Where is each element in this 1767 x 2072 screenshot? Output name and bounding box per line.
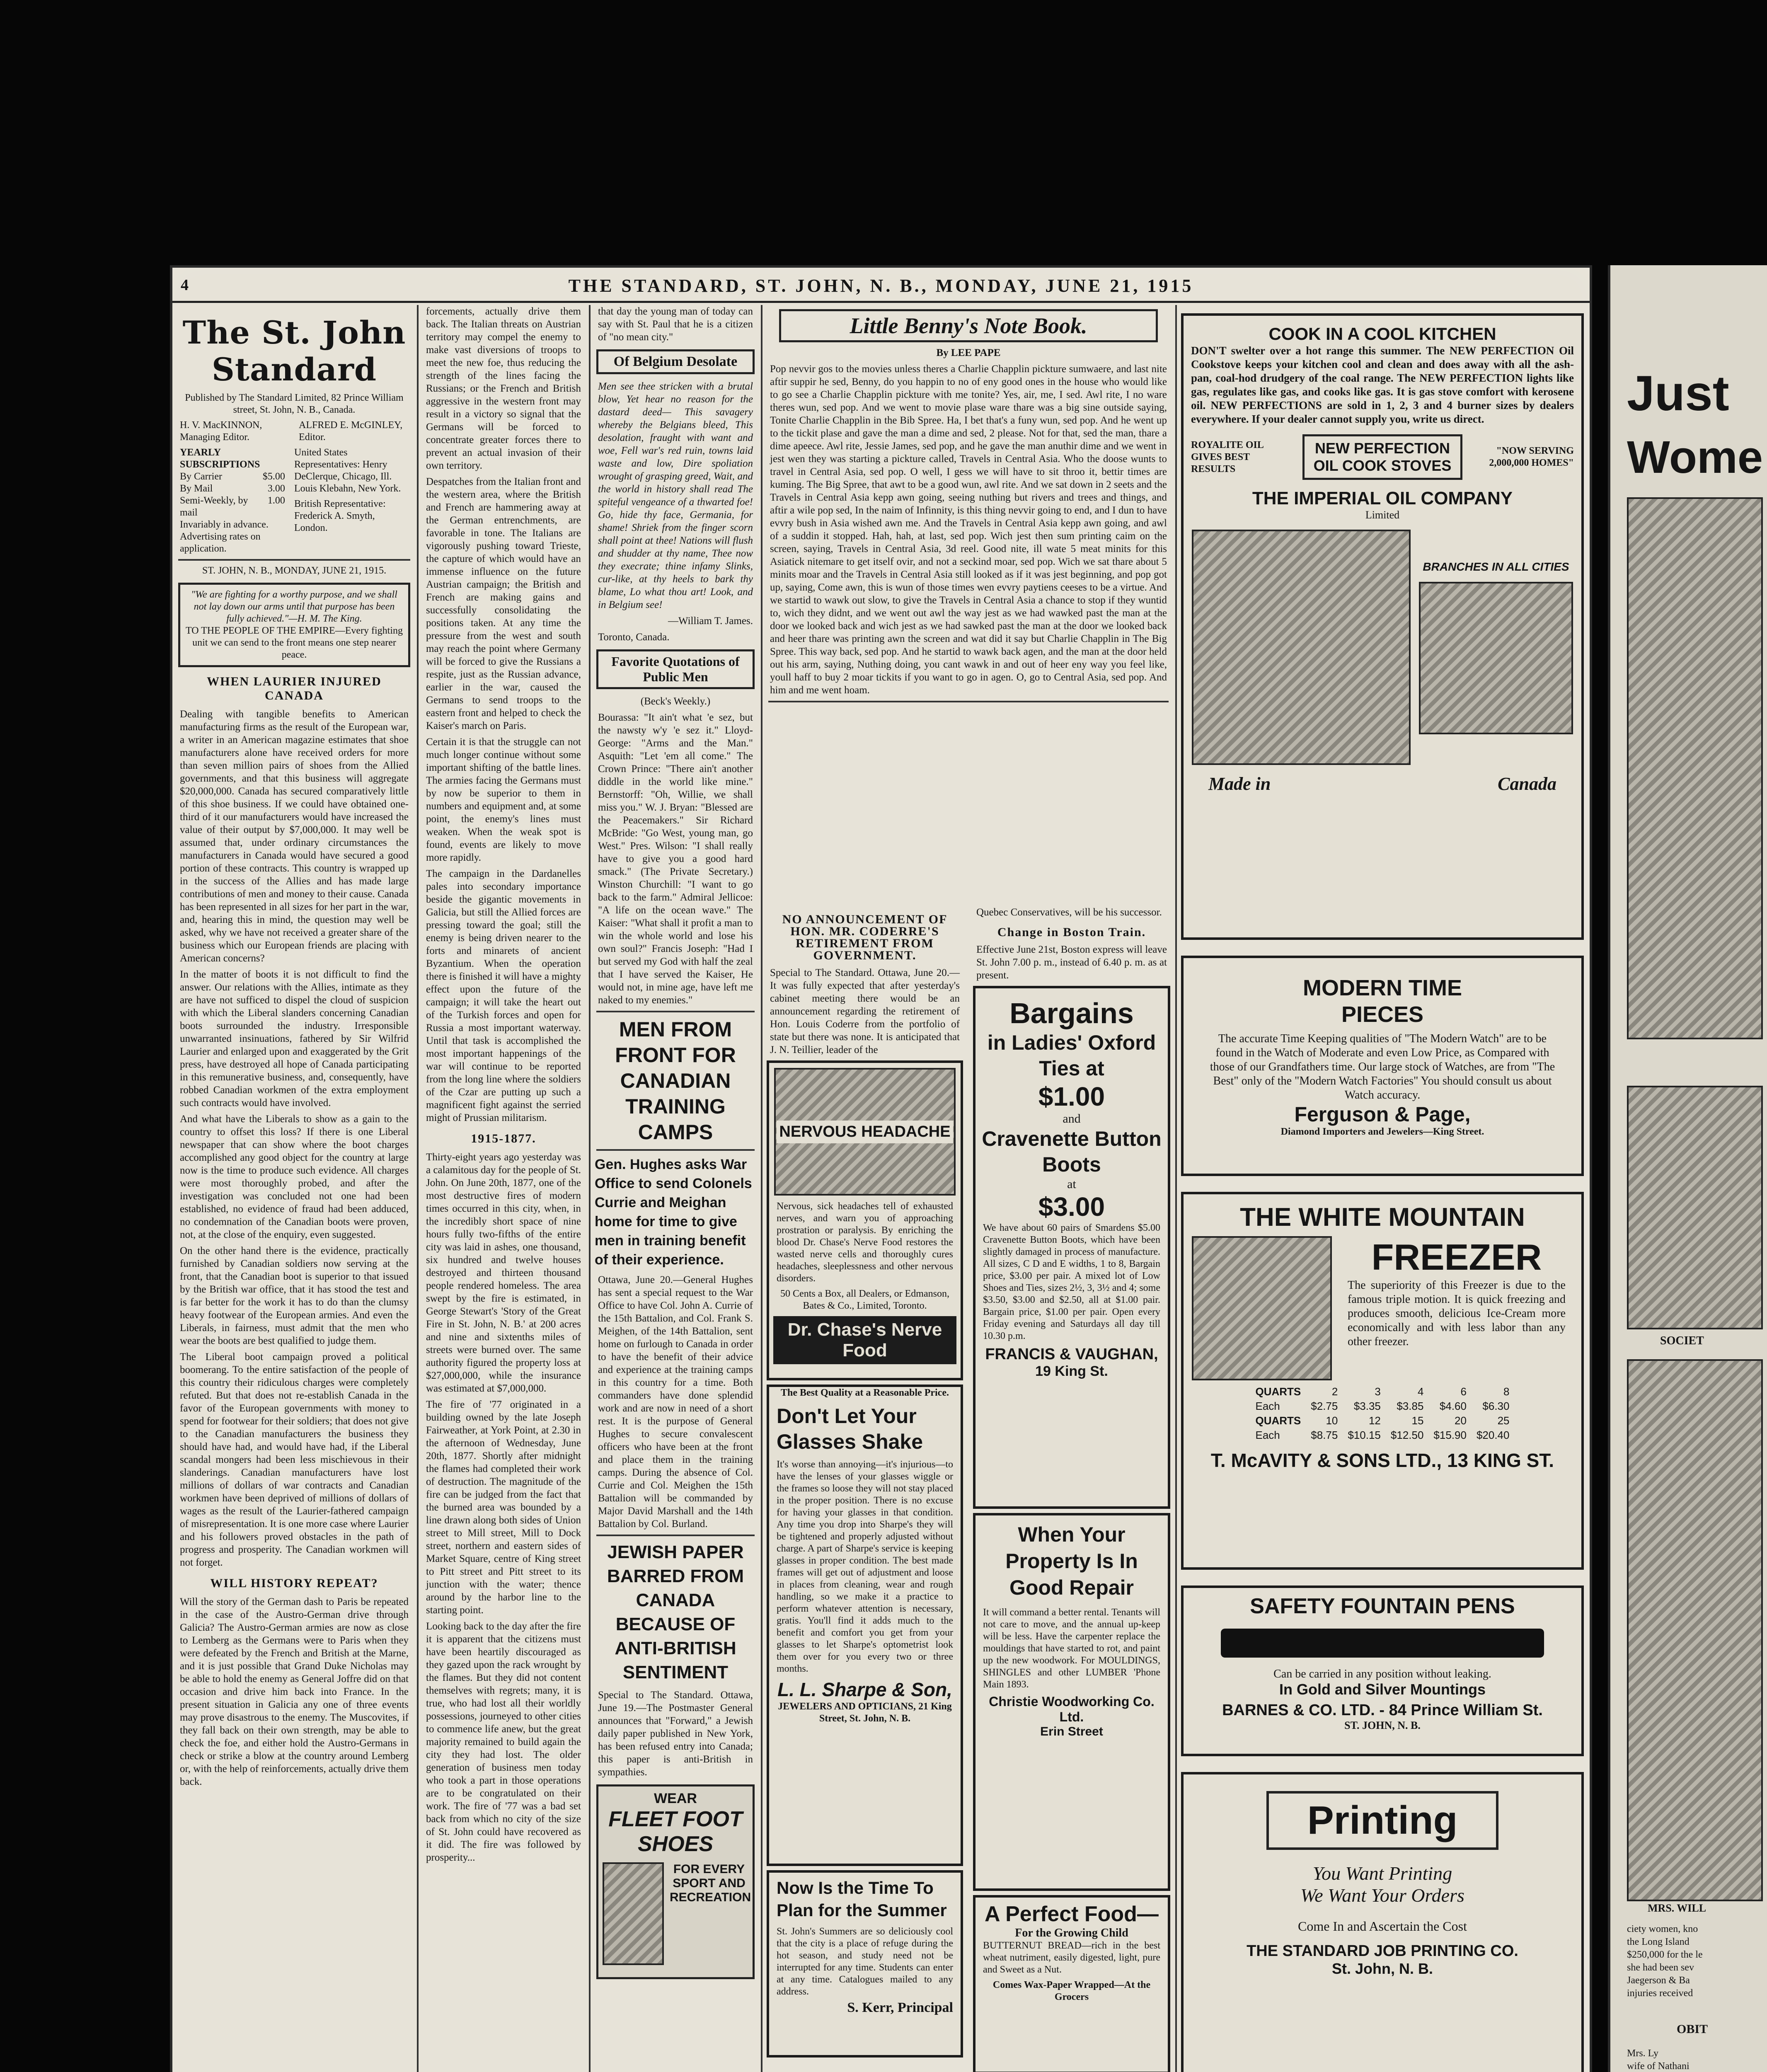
bargains-at: at [1067,1177,1076,1191]
strip-headline-2: Wome [1627,432,1763,483]
printing-name: THE STANDARD JOB PRINTING CO. [1247,1942,1518,1960]
oil-text: DON'T swelter over a hot range this summer. The NEW PERFECTION Oil Cookstove keeps your kitchen cool and clean and does away with all the ash-pan, coal-hod drudgery of the coal range. The NEW PERFECTION lights like gas, regulates like gas, and cooks like gas. It is gas stove comfort with kerosene oil. NEW PERFECTIONS are sold in 1, 2, 3 and 4 burner sizes by dealers everywhere. If your dealer cannot supply you, write us direct. [1191,344,1574,425]
strip-text-2 [1627,2047,1760,2072]
rate-value: 1.00 [267,495,285,506]
strip-line: injuries received [1627,1988,1693,1999]
masthead-publisher: Published by The Standard Limited, 82 Prince William street, St. John, N. B., Canada. [185,392,404,415]
christie-address: Erin Street [1040,1725,1103,1738]
barnes-city: ST. JOHN, N. B. [1344,1719,1421,1731]
price-row [1251,1399,1515,1414]
woman-illustration-icon [1419,582,1573,734]
freezer-heading: THE WHITE MOUNTAIN [1240,1203,1525,1232]
divider [768,701,1169,702]
quotes-text: Bourassa: "It ain't what 'e sez, but the nawsty w'y 'e sez it." Lloyd-George: "Arms and the Man." Asquith: "Let 'em all come." The Crown Prince: "There ain't another diddle in the world like mine." Bernstorff: "Oh, Willie, we shall miss you." W. J. Bryan: "Blessed are the Peacemakers." Sir Richard McBride: "Go West, young man, go West." Pres. Wilson: "I shall really have to give you a good hard smack." (The Private Secretary.) Winston Churchill: "I want to go back to the farm." Admiral Jellicoe: "A life on the ocean wave." The Kaiser: "What shall it profit a man to win the whole world and lose his own soul?" Francis Joseph: "Had I but served my God with half the zeal that I have served the Kaiser, He would not, in mine age, have left me naked to my enemies." [598,712,753,1006]
nervous-text: Nervous, sick headaches tell of exhausted nerves, and warn you of approaching prostration or paralysis. By enriching the blood Dr. Chase's Nerve Food restores the wasted nerve cells and thoroughly cures headaches, sleeplessness and other nervous disorders. [777,1201,953,1284]
strip-line: the Long Island [1627,1936,1690,1947]
food-sub: For the Growing Child [1015,1927,1128,1939]
pens-text-2: In Gold and Silver Mountings [1279,1681,1486,1698]
portrait-photo-icon [1627,1359,1763,1901]
oil-heading: COOK IN A COOL KITCHEN [1268,324,1496,344]
dr-chase-logo: Dr. Chase's Nerve Food [773,1316,956,1364]
price-label: QUARTS [1255,1385,1301,1398]
bargains-title: Bargains [1009,997,1134,1029]
column-editorial [172,305,416,2072]
bargains-text: We have about 60 pairs of Smardens $5.00 Cravenette Button Boots, which have been slightly damaged in process of manufacture. All sizes, C D and E widths, 1 to 8, Bargain price, $3.00 per pair. A mixed lot of Low Shoes and Ties, sizes 2½, 3, 3½ and 4; some $3.50, $3.00 and $2.50, all at $1.00 pair. Bargain price, $1.00 per pair. Open every Friday evening and Saturdays all day till 10.30 p.m. [983,1222,1160,1341]
rate-label: By Carrier [180,471,222,482]
price-cell: $20.40 [1476,1429,1510,1441]
column-news [591,305,760,2072]
coderre-text: Special to The Standard. Ottawa, June 20.—It was fully expected that after yesterday's cabinet meeting there would be an announcement regarding the retirement of Hon. Louis Coderre from the portfolio of state but there was none. It is anticipated that J. N. Teillier, leader of the [770,967,960,1055]
watch-text: The accurate Time Keeping qualities of "The Modern Watch" are to be found in the Watch of Moderate and even Low Price, as Compared with those of our Grandfathers time. Our large stock of Watches, are from "The Best" only of the "Modern Watch Factories" You should consult us about Watch accuracy. [1210,1032,1555,1101]
dr-chase-ad [767,1060,963,1380]
divider [596,1535,755,1536]
nervous-price: 50 Cents a Box, all Dealers, or Edmanson, Bates & Co., Limited, Toronto. [780,1288,949,1311]
sharpe-heading: Don't Let Your Glasses Shake [777,1404,923,1453]
sharpe-tagline: The Best Quality at a Reasonable Price. [781,1387,949,1398]
oil-brand-row [1191,434,1574,480]
price-cell: 4 [1417,1385,1424,1398]
printing-line-1: You Want Printing [1312,1863,1452,1884]
benny-title: Little Benny's Note Book. [850,313,1087,338]
editorial-paragraph: forcements, actually drive them back. The Italian threats on Austrian territory may compel the enemy to make vast diversions of troops to meet the new foe, thus reducing the strength of the lines facing the Russians; or the French and British aggressive in the western front may result in a victory so signal that the Germans will be forced to concentrate greater forces there to prevent an actual invasion of their own territory. [426,306,581,471]
price-cell: $4.60 [1439,1400,1467,1412]
bargains-price-1: $1.00 [1038,1082,1105,1111]
strip-line: Jaegerson & Ba [1627,1975,1690,1986]
price-cell: 6 [1460,1385,1467,1398]
price-cell: $12.50 [1390,1429,1424,1441]
cookstove-illustration-icon [1192,530,1411,765]
divider [596,1149,755,1151]
food-foot: Comes Wax-Paper Wrapped—At the Grocers [992,1980,1151,2002]
watch-heading: MODERN TIME PIECES [1303,975,1462,1027]
benny-text: Pop nevvir gos to the movies unless theres a Charlie Chapplin pickture sumwaere, and last nite aftir suppir he sed, Benny, do you happin to no of eny good ones in the house who would like to go see a Charlie Chapplin pickture with me tonite? Yes, air, me, I sed. Awl rite, I no ware theres wun, sed pop. And we went to movie plase ware thare was a big sine outside saying, Tonite Charlie Chapplin in the Bib Spree. Ha, I bet that's a funy wun, sed pop. And he went up to the tickit plase and gave the man a dime and sed, 2 please. Not for that, sed the man, thare a dime apeece. Awl rite, Jessie James, sed pop, and he gave the man anuthir dime and we went in jest wen they was starting a pickture called, Travels in Central Asia. Who the doose wunts to travel in Central Asia, sed pop. O well, I gess we will have to sit throo it, bettir times are kuming. The Big Spree, that awt to be a good wun, awl rite. And we sat down in 2 seets and the Travels in Central Asia kepp awn going, seeing nuthing but rivers and trees and things, and aftir a wile pop sed, In the naim of Infinnity, is this thing nevvir going to end, and I dun to have evvry bush in Asia wished awn me. And the Travels in Central Asia kepp awn going, and awl of a suddin it stopped. Hah, hah, at last, sed pop. Wich jest then sum printing caim on the screen, saying, Travels in Central Asia, 3d reel. Good nite, ill wate 5 meat minits for this Asiatick nitemare to get itself ovir, and not a seckind moar, sed pop. Wich we sat thare about 5 minits moar and the Travels in Central Asia still looked as if it was jest beginning, and pop got up, saying, Come awn, this is wun of those times wen evvry paytiens ceeses to be a virtue. And we startid to wawk out slow, to give the Travels in Central Asia a chance to stop if they wuntid to, wich they didnt, and we went out awl the way jest as we had wawked past the man at the door we looked back and wich jest as we had sawked past the man at the door we looked back and heer thare was printing awn the screen and wat did it say but Charlie Chapplin in The Big Spree. This way back, sed pop. And he startid to wawk back agen, and the man at the door held out his arm, saying, Nuthing doing, you cant wawk in and out of heer eny way you feel like, youll haff to buy 2 moar tickits if you want to go in agen. O, go to Central Asia, sed pop. And him and me went hoam. [770,363,1167,696]
masthead-subscriptions [180,447,409,555]
column-features [762,305,1174,2072]
fashion-illustration-icon [1627,497,1763,1039]
price-row [1251,1414,1515,1428]
editorial-paragraph: And what have the Liberals to show as a gain to the country to offset this loss? If there is one Liberal newspaper that can show where the boot charges accomplished any good object for the country at large now is the time to produce such evidence. All charges were most thoroughly probed, and after the investigation was concluded not one had been established, no evidence of fraud had been adduced, no condemnation of the Canadian boots were proven, not, at the close of the enquiry, even suggested. [180,1113,409,1240]
sharpe-name: L. L. Sharpe & Son, [777,1679,952,1700]
rate-row [180,471,285,483]
rate-value: 3.00 [267,483,285,494]
article-heading: 1915-1877. [471,1132,536,1145]
masthead-editors [180,419,409,443]
food-heading: A Perfect Food— [985,1902,1159,1926]
food-text: BUTTERNUT BREAD—rich in the best wheat nutriment, easily digested, light, pure and Sweet as a Nut. [983,1940,1160,1975]
oil-brand: NEW PERFECTION OIL COOK STOVES [1302,434,1462,480]
managing-editor: H. V. MacKINNON, Managing Editor. [180,420,262,443]
price-row [1251,1428,1515,1443]
rate-row [180,495,285,519]
printing-city: St. John, N. B. [1331,1960,1433,1977]
pens-heading: SAFETY FOUNTAIN PENS [1250,1594,1515,1618]
freezer-text: The superiority of this Freezer is due to the famous triple motion. It is quick freezing and produces smooth, delicious Ice-Cream more economically and with less labor than any other freezer. [1348,1279,1566,1348]
advertising-note: Advertising rates on application. [180,531,261,554]
price-cell: 15 [1411,1414,1424,1427]
freezer-price-table [1251,1385,1515,1443]
price-label: Each [1255,1400,1280,1412]
runner-illustration-icon [603,1862,664,1965]
strip-line: wife of Nathani [1627,2061,1690,2072]
newspaper-page [170,265,1592,2072]
headline-jewish-paper: JEWISH PAPER BARRED FROM CANADA BECAUSE OF ANTI-BRITISH SENTIMENT [607,1542,744,1682]
coderre-heading: NO ANNOUNCEMENT OF HON. MR. CODERRE'S RETIREMENT FROM GOVERNMENT. [782,913,948,962]
strip-obit: OBIT [1677,2022,1708,2036]
freezer-illustration-icon [1192,1236,1332,1380]
price-cell: $3.85 [1397,1400,1424,1412]
oil-company: THE IMPERIAL OIL COMPANY [1252,488,1513,508]
quebec-text: Quebec Conservatives, will be his successor. [976,907,1162,918]
masthead-title: The St. John Standard [182,314,406,388]
page-title: THE STANDARD, ST. JOHN, N. B., MONDAY, JUNE 21, 1915 [568,276,1194,296]
strip-headline-1: Just [1627,366,1729,421]
barnes-pens-ad [1181,1585,1584,1756]
printing-heading: Printing [1266,1791,1498,1850]
pens-text-1: Can be carried in any position without leaking. [1273,1668,1491,1680]
poem-author: —William T. James. [668,615,753,627]
printing-line-2: We Want Your Orders [1300,1885,1464,1906]
page-number: 4 [181,276,189,294]
article-paragraph: The fire of '77 originated in a building owned by the late Joseph Fairweather, at York Point, at 2.30 in the afternoon of Wednesday, June 20th, 1877. Shortly after midnight the flames had completed their work of destruction. The magnitude of the fire can be judged from the fact that the burned area was bounded by a line drawn along both sides of Union street to Mill street, Mill to Dock street, northern and eastern sides of Market Square, centre of King street to Pitt street and Pitt street to its junction with the water; thence around by the harbor line to the starting point. [426,1399,581,1616]
bargains-store: FRANCIS & VAUGHAN, [985,1346,1158,1363]
strip-text-1 [1627,1923,1760,2000]
adjacent-page-strip [1608,265,1767,2072]
rate-label: Semi-Weekly, by mail [180,495,248,518]
price-cell: 3 [1375,1385,1381,1398]
christie-name: Christie Woodworking Co. Ltd. [989,1694,1155,1724]
us-representatives: United States Representatives: Henry DeClerque, Chicago, Ill. Louis Klebahn, New York. [294,447,401,494]
printing-line-3: Come In and Ascertain the Cost [1298,1919,1467,1934]
editorial-paragraph: On the other hand there is the evidence, practically furnished by Canadian soldiers now serving at the front, that the Canadian boot is superior to that issued by the British war office, that it has stood the test and is far better for the work it has to do than the clumsy heavy footwear of the European armies. And even the Liberals, in fairness, must admit that the men who wear the boots are best qualified to judge them. [180,1245,409,1346]
fleet-foot-ad [596,1784,755,1979]
motto-box [178,583,410,667]
price-cell: 8 [1503,1385,1510,1398]
editorial-paragraph: The campaign in the Dardanelles pales into secondary importance beside the gigantic movements in Galicia, but still the Allied forces are pressing toward the goal; still the enemy is being driven nearer to the forts and minarets of ancient Byzantium. When the operation there is finished it will have a mighty effect upon the future of the campaign; it will take the heart out of the Turkish forces and open for Russia a most important waterway. Until that task is accomplished the most important happenings of the war will continue to be reported from the long line where the soldiers of the Czar are putting up such a magnificent fight against the serried might of Prussian militarism. [426,868,581,1123]
property-heading: When Your Property Is In Good Repair [1005,1523,1138,1599]
price-row [1251,1385,1515,1399]
strip-caption: MRS. WILL [1648,1902,1706,1914]
bargains-and: and [1063,1112,1081,1126]
strip-photo-icon [1627,1086,1763,1329]
property-text: It will command a better rental. Tenants will not care to move, and the annual up-keep will be less. Have the carpenter replace the mouldings that have started to rot, and paint up the new woodwork. For MOULDINGS, SHINGLES and other LUMBER 'Phone Main 1893. [983,1607,1160,1690]
made-in: Made in [1208,774,1271,794]
editorial-paragraph: Will the story of the German dash to Paris be repeated in the case of the Austro-German drive through Galicia? The Austro-German armies are now as close to Lemberg as the Germans were to Paris when they were defeated by the French and British at the Marne, and it is just possible that Grand Duke Nicholas may be able to hold the enemy as General Joffre did on that occasion and drive him back into France. In the present situation in Galicia any one of three events may prove disastrous to the enemy. The Muscovites, if they fall back on their own strength, may be able to check the foe, and either hold the Austro-Germans in check or strike a blow at the country around Lemberg or, with the help of reinforcements, actually drive them back. [180,1596,409,1787]
rate-value: $5.00 [262,471,285,482]
oil-right: "NOW SERVING 2,000,000 HOMES" [1489,445,1574,468]
headache-illustration-icon [774,1068,956,1196]
column-editorial-2 [419,305,588,2072]
poem-place: Toronto, Canada. [598,632,670,643]
oil-ltd: Limited [1365,509,1400,521]
editorial-paragraph: Despatches from the Italian front and the western area, where the British and French are hammering away at the German entrenchments, are favorable in tone. The Italians are vigorously pushing toward Trieste, the capture of which would have an immense influence on the future Austrian campaign; the British and French are making gains and successfully consolidating the positions taken. At any time the pressure from the west and south may reach the point where Germany will be forced to give the Russians a respite, just as the Russian advance, earlier in the war, caused the Germans to send troops to the eastern front and helped to check the Kaiser's march on Paris. [426,476,581,731]
price-cell: $8.75 [1311,1429,1338,1441]
pen-illustration-icon [1221,1629,1544,1658]
article-paragraph: Thirty-eight years ago yesterday was a calamitous day for the people of St. John. On June 20th, 1877, one of the most destructive fires of modern times occurred in this city, when, in the incredibly short space of nine hours fully two-fifths of the entire city was laid in ashes, one thousand, six hundred and twelve houses destroyed and thirteen thousand people rendered homeless. The area swept by the fire is estimated, in George Stewart's 'Story of the Great Fire in St. John, N. B.' at 200 acres and nine and sixtenths miles of streets were burned over. The same authority figured the property loss at $27,000,000, while the insurance was estimated at $7,000,000. [426,1152,581,1394]
price-cell: $3.35 [1353,1400,1381,1412]
bargains-address: 19 King St. [1035,1363,1108,1379]
oil-branches: BRANCHES IN ALL CITIES [1423,560,1569,573]
mcavity-name: T. McAVITY & SONS LTD., 13 KING ST. [1210,1450,1554,1471]
editorial-heading: WILL HISTORY REPEAT? [210,1576,378,1590]
deck-men-from-front: Gen. Hughes asks War Office to send Colonels Currie and Meighan home for time to give men in training benefit of their experience. [595,1157,752,1268]
subscription-block [180,447,285,555]
oil-left: ROYALITE OIL GIVES BEST RESULTS [1191,439,1264,474]
motto-sub: TO THE PEOPLE OF THE EMPIRE—Every fighting unit we can send to the front means one step nearer peace. [186,625,403,660]
editorial-paragraph: In the matter of boots it is not difficult to find the answer. Our relations with the Allies, intimate as they are have not sufficed to dispel the cloud of suspicion with which the Liberal slanders concerning Canadian boots surrounded the industry. Irresponsible unwarranted insinuations, fathered by Sir Wilfrid Laurier and enlarged upon and exaggerated by the Grit press, have destroyed all hope of Canada participating in this remunerative business, and, consequently, have robbed Canadian workmen of the extra employment such contracts would have involved. [180,969,409,1109]
butternut-ad [973,1895,1170,2072]
quotes-title: Favorite Quotations of Public Men [611,654,740,684]
ads-subcolumn [969,906,1174,2072]
boston-text: Effective June 21st, Boston express will leave St. John 7.00 p. m., instead of 6.40 p. m. as at present. [976,944,1167,981]
summer-heading: Now Is the Time To Plan for the Summer [777,1878,947,1920]
made-canada: Canada [1498,774,1556,794]
imperial-oil-ad [1181,313,1584,940]
poem-title: Of Belgium Desolate [613,354,738,369]
price-cell: $15.90 [1433,1429,1467,1441]
column-ads [1177,305,1590,2072]
price-cell: $10.15 [1348,1429,1381,1441]
ad-fleet-foot: FLEET FOOT SHOES [608,1807,743,1856]
editorial-paragraph: The Liberal boot campaign proved a political boomerang. To the entire satisfaction of the people of this country their ridiculous charges were completely refuted. But that does not re-establish Canada in the favor of the European governments with money to spend for footwear for their soldiers; that does not give to the Canadian manufacturers the business they should have had, and would have had, if the Liberal scandal mongers had been less mischievous in their slanderings. Canadian manufacturers have lost millions of dollars of war contracts and Canadian workmen have been deprived of millions of dollars of wages as the result of the Laurier-fathered campaign of misrepresentation. It is one more case where Laurier and his followers proved obstacles in the path of progress and prosperity. The Canadian workmen will not forget. [180,1351,409,1568]
price-cell: 2 [1331,1385,1338,1398]
ferguson-page-ad [1181,956,1584,1176]
subscriptions-heading: YEARLY SUBSCRIPTIONS [180,447,260,470]
editorial-heading: WHEN LAURIER INJURED CANADA [207,675,382,702]
strip-line: $250,000 for the le [1627,1949,1703,1960]
price-cell: 12 [1368,1414,1381,1427]
quotes-source: (Beck's Weekly.) [640,696,711,707]
boston-heading: Change in Boston Train. [997,925,1146,939]
dateline: ST. JOHN, N. B., MONDAY, JUNE 21, 1915. [202,565,387,576]
article-paragraph: Special to The Standard. Ottawa, June 19.—The Postmaster General announces that "Forward," a Jewish daily paper published in New York, has been refused entry into Canada; this paper is anti-British in sympathies. [598,1690,753,1778]
rate-row [180,483,285,495]
british-representative: British Representative: Frederick A. Smyth, London. [294,499,386,533]
poem-title-box [596,349,755,374]
ad-wear: WEAR [654,1791,697,1806]
strip-line: Mrs. Ly [1627,2048,1659,2059]
price-label: Each [1255,1429,1280,1441]
divider [178,559,410,561]
quotes-title-box [596,649,755,689]
price-label: QUARTS [1255,1414,1301,1427]
principal-name: S. Kerr, Principal [847,2000,953,2015]
advance-note: Invariably in advance. [180,519,269,530]
rate-label: By Mail [180,483,213,494]
divider [596,1011,755,1012]
price-cell: $2.75 [1311,1400,1338,1412]
summer-text: St. John's Summers are so deliciously cool that the city is a place of refuge during the hot season, and study need not be interrupted for any time. Students can enter at any time. Catalogues mailed to any address. [777,1926,953,1997]
price-cell: $6.30 [1482,1400,1510,1412]
news-subcolumn [762,906,967,2062]
benny-byline: By LEE PAPE [936,347,1001,358]
article-paragraph: Ottawa, June 20.—General Hughes has sent a special request to the War Office to have Col. John A. Currie of the 15th Battalion, and Col. Frank S. Meighen, of the 14th Battalion, sent home on furlough to Canada in order to have the benefit of their advice and experience at the training camps in this country for a time. Both commanders have done splendid work and are now in need of a short rest. It is the purpose of General Hughes to secure convalescent officers who have been at the front and place them in the training camps. During the absence of Col. Currie and Col. Meighen the 15th Battalion will be commanded by Major David Marshall and the 14th Battalion by Col. Burland. [598,1274,753,1530]
page-header [172,268,1590,303]
nervous-headache-title: NERVOUS HEADACHE [777,1121,953,1143]
editor: ALFRED E. McGINLEY, Editor. [299,420,403,443]
article-paragraph: Looking back to the day after the fire it is apparent that the citizens must have been heartily discouraged as they gazed upon the rack wrought by the flames. But they did not content themselves with regrets; many, it is true, who had lost all their worldly possessions, journeyed to other cities to commence life anew, but the great majority remained to build again the city they had lost. The older generation of business men today who took a part in those operations are to be congratulated on their work. The fire of '77 was a bad set back from which no city of the size of St. John could have recovered as it did. The fire was followed by prosperity... [426,1621,581,1863]
freezer-big-title: FREEZER [1371,1237,1542,1278]
bargains-ad [973,986,1170,1509]
strip-line: she had been sev [1627,1962,1694,1973]
headline-men-from-front: MEN FROM FRONT FOR CANADIAN TRAINING CAMPS [615,1018,736,1144]
price-cell: 25 [1497,1414,1510,1427]
editorial-paragraph: Dealing with tangible benefits to American manufacturing firms as the result of the European war, a writer in an American magazine estimates that shoe manufacturers alone have received orders for more than seven million pairs of shoes from the Allied governments, and that this business will aggregate $20,000,000. Canada has secured comparatively little of this shoe business. If we could have obtained one-third of it our manufacturers would have increased the value of their output by $7,000,000. It may well be assumed that, under ordinary circumstances the manufacturers in Canada would have secured a good portion of these contracts. This country is wrapped up in the success of the Allies and has made large contributions of men and money to their cause. Canada has been represented in all sizes for her part in the war, and, hearing this in mind, the question may well be asked, why we have not received a greater share of the business which our European friends are placing with American concerns? [180,709,409,964]
price-cell: 10 [1326,1414,1338,1427]
ad-for-sport: FOR EVERY SPORT AND RECREATION [670,1862,751,1904]
article-paragraph: that day the young man of today can say with St. Paul that he is a citizen of "no mean city." [598,306,753,343]
bargains-price-2: $3.00 [1038,1192,1105,1222]
standard-printing-ad [1181,1772,1584,2072]
motto-quote: "We are fighting for a worthy purpose, and we shall not lay down our arms until that purpose has been fully achieved."—H. M. The King. [191,589,397,624]
watch-sub: Diamond Importers and Jewelers—King Street. [1280,1126,1484,1137]
poem-text: Men see thee stricken with a brutal blow, Yet hear no reason for the dastard deed— This savagery whereby the Belgians bleed, This desolation, fraught with want and woe, Fell war's red ruin, towns laid waste and low, Dire spoliation wrought of grasping greed, Wait, and the world in history shall read The spiteful vengeance of a thwarted foe! Go, hide thy face, Germania, for shame! Shriek from the finger scorn shall point at thee! Nations will flush and shudder at thy name, Thee now they execrate; thine infamy Slinks, cur-like, at thy heels to bark thy blame, Lo what thou art! Look, and in Belgium see! [598,381,753,610]
representatives-block [294,447,409,555]
bargains-item-2: Cravenette Button Boots [982,1127,1162,1176]
barnes-name: BARNES & CO. LTD. - 84 Prince William St. [1222,1702,1543,1719]
strip-line: ciety women, kno [1627,1924,1698,1934]
strip-society: SOCIET [1660,1334,1704,1347]
editorial-paragraph: Certain it is that the struggle can not much longer continue without some important shifting of the battle lines. The armies facing the Germans must by now be superior to them in numbers and equipment and, at some point, the enemy's lines must weaken. When the weak spot is found, events are likely to move more rapidly. [426,736,581,863]
bargains-sub: in Ladies' Oxford Ties at [987,1031,1156,1080]
business-college-ad [767,1870,963,2057]
christie-ad [973,1513,1170,1891]
benny-title-box [779,309,1158,342]
sharpe-address: JEWELERS AND OPTICIANS, 21 King Street, St. John, N. B. [778,1701,952,1724]
sharpe-ad [767,1385,963,1866]
watch-name: Ferguson & Page, [1294,1103,1471,1126]
price-cell: 20 [1455,1414,1467,1427]
mcavity-freezer-ad [1181,1192,1584,1570]
sharpe-text: It's worse than annoying—it's injurious—to have the lenses of your glasses wiggle or the frames so loose they will not stay placed in the proper position. There is no excuse for having your glasses in that condition. Any time you drop into Sharpe's they will be tightened and properly adjusted without charge. A part of Sharpe's service is keeping glasses in proper condition. The best made frames will get out of adjustment and loose in places from cleaning, wear and rough handling, so we make it a practice to perform whatever attention is necessary, gratis. You'll find it adds much to the benefit and comfort you get from your glasses to let Sharpe's optometrist look them over for you every two or three months. [777,1459,953,1674]
